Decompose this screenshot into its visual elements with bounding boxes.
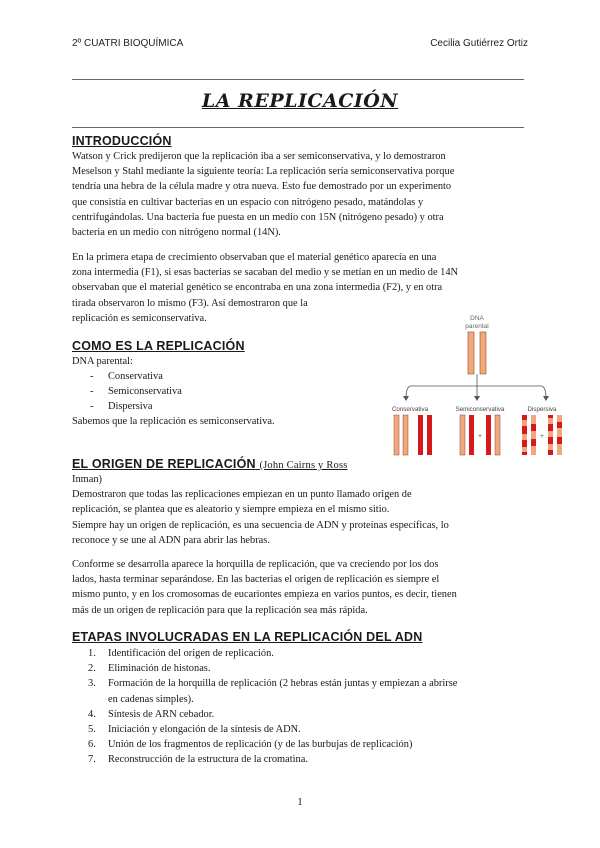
plus-sign: + [540,434,544,440]
strand-segment [557,437,562,444]
label-conservativa: Conservativa [392,406,429,413]
list-item: 2. Eliminación de histonas. [88,663,211,675]
como-intro: DNA parental: [72,356,133,367]
como-heading: COMO ES LA REPLICACIÓN [72,339,245,353]
strand-segment [522,447,527,452]
origen-heading: EL ORIGEN DE REPLICACIÓN (John Cairns y Ross [72,457,348,471]
strand-segment [548,444,553,450]
origen-paragraph: Inman) Demostraron que todas las replicaciones empiezan en un punto llamado origen de replicación, se plantea que es aleatorio y siempre empieza en el mismo sitio. Siempre hay un origen de replicación, es una secuencia de ADN y proteínas específicas, lo reconoce y se une al ADN para abrir las hebras. [72,474,449,546]
strand [418,415,423,455]
strand [495,415,500,455]
strand-segment [557,422,562,428]
parental-strand-left [468,332,474,374]
strand-segment [522,420,527,426]
arrowhead-right [543,396,549,401]
strand [469,415,474,455]
page-number: 1 [297,796,303,808]
list-item: 5. Iniciación y elongación de la síntesis de ADN. [88,724,301,736]
figure-label-parental: parental [465,323,489,330]
strand-segment [548,418,553,424]
label-semiconservativa: Semiconservativa [455,406,505,413]
list-item: 7. Reconstrucción de la estructura de la cromatina. [88,754,308,766]
plus-sign: + [478,434,482,440]
etapas-list [72,646,528,768]
header-left: 2º CUATRI BIOQUÍMICA [72,38,184,49]
intro-paragraph-2: En la primera etapa de crecimiento observaban que el material genético aparecía en una zona intermedia (F1), si esas bacterias se sacaban del medio y se metían en un medio de 14N observaban que el material genético se encontraba en una zona intermedia (F2), y en otra tirada observaron lo mismo (F3). Así demostraron que la replicación es semiconservativa. [72,252,459,324]
dispersive-model [522,415,562,455]
list-item: 1. Identificación del origen de replicación. [88,648,274,659]
page-title: LA REPLICACIÓN [201,90,399,112]
strand-segment [531,439,536,446]
strand-segment [548,431,553,437]
strand-segment [522,434,527,440]
strand [460,415,465,455]
conservative-model [394,415,432,455]
list-item: - Dispersiva [72,399,182,414]
strand-segment [531,424,536,431]
list-item: - Semiconservativa [72,384,182,399]
list-item: - Conservativa [72,369,182,384]
como-conclusion: Sabemos que la replicación es semiconservativa. [72,416,275,427]
plus-sign: + [411,434,415,440]
origen-paragraph-2: Conforme se desarrolla aparece la horquilla de replicación, que va creciendo por los dos lados, hasta terminar separándose. En las bacterias el origen de replicación es siempre el mismo punto, y en los cromosomas de eucariontes empieza en varios puntos, es decir, tienen más de un origen de replicación para que la replicación sea más rápida. [72,559,457,616]
list-item: 3. Formación de la horquilla de replicación (2 hebras están juntas y empiezan a abrirse en cadenas simples). [88,678,458,705]
etapas-heading: ETAPAS INVOLUCRADAS EN LA REPLICACIÓN DEL ADN [72,630,423,644]
intro-heading: INTRODUCCIÓN [72,134,172,148]
strand [394,415,399,455]
replication-models-list [72,369,182,415]
strand [486,415,491,455]
origen-heading-authors: (John Cairns y Ross [259,460,348,471]
parental-strand-right [480,332,486,374]
replication-models-figure [392,310,564,460]
header-right: Cecilia Gutiérrez Ortiz [430,38,528,49]
title-rule-top [72,79,524,80]
list-item: 6. Unión de los fragmentos de replicación (y de las burbujas de replicación) [88,739,413,751]
label-dispersiva: Dispersiva [527,406,557,413]
title-rule-bottom [72,127,524,128]
arrowhead-middle [474,396,480,401]
arrowhead-left [403,396,409,401]
strand [427,415,432,455]
figure-label-dna: DNA [470,315,484,322]
list-item: 4. Síntesis de ARN cebador. [88,708,215,720]
strand [557,415,562,455]
semiconservative-model [460,415,500,455]
strand [403,415,408,455]
intro-paragraph: Watson y Crick predijeron que la replicación iba a ser semiconservativa, y lo demostraron Meselson y Stahl mediante la siguiente teoría: La replicación sería semiconservativa porque tendría una hebra de la célula madre y otra nueva. Esto fue demostrado por un experimento que consistía en cultivar bacterias en un espacio con nitrógeno pesado, matándolas y centrifugándolas. Una bacteria fue puesta en un medio con 15N (nitrógeno pesado) y otra bacteria en un medio con nitrógeno normal (14N). [72,151,455,239]
strand [531,415,536,455]
